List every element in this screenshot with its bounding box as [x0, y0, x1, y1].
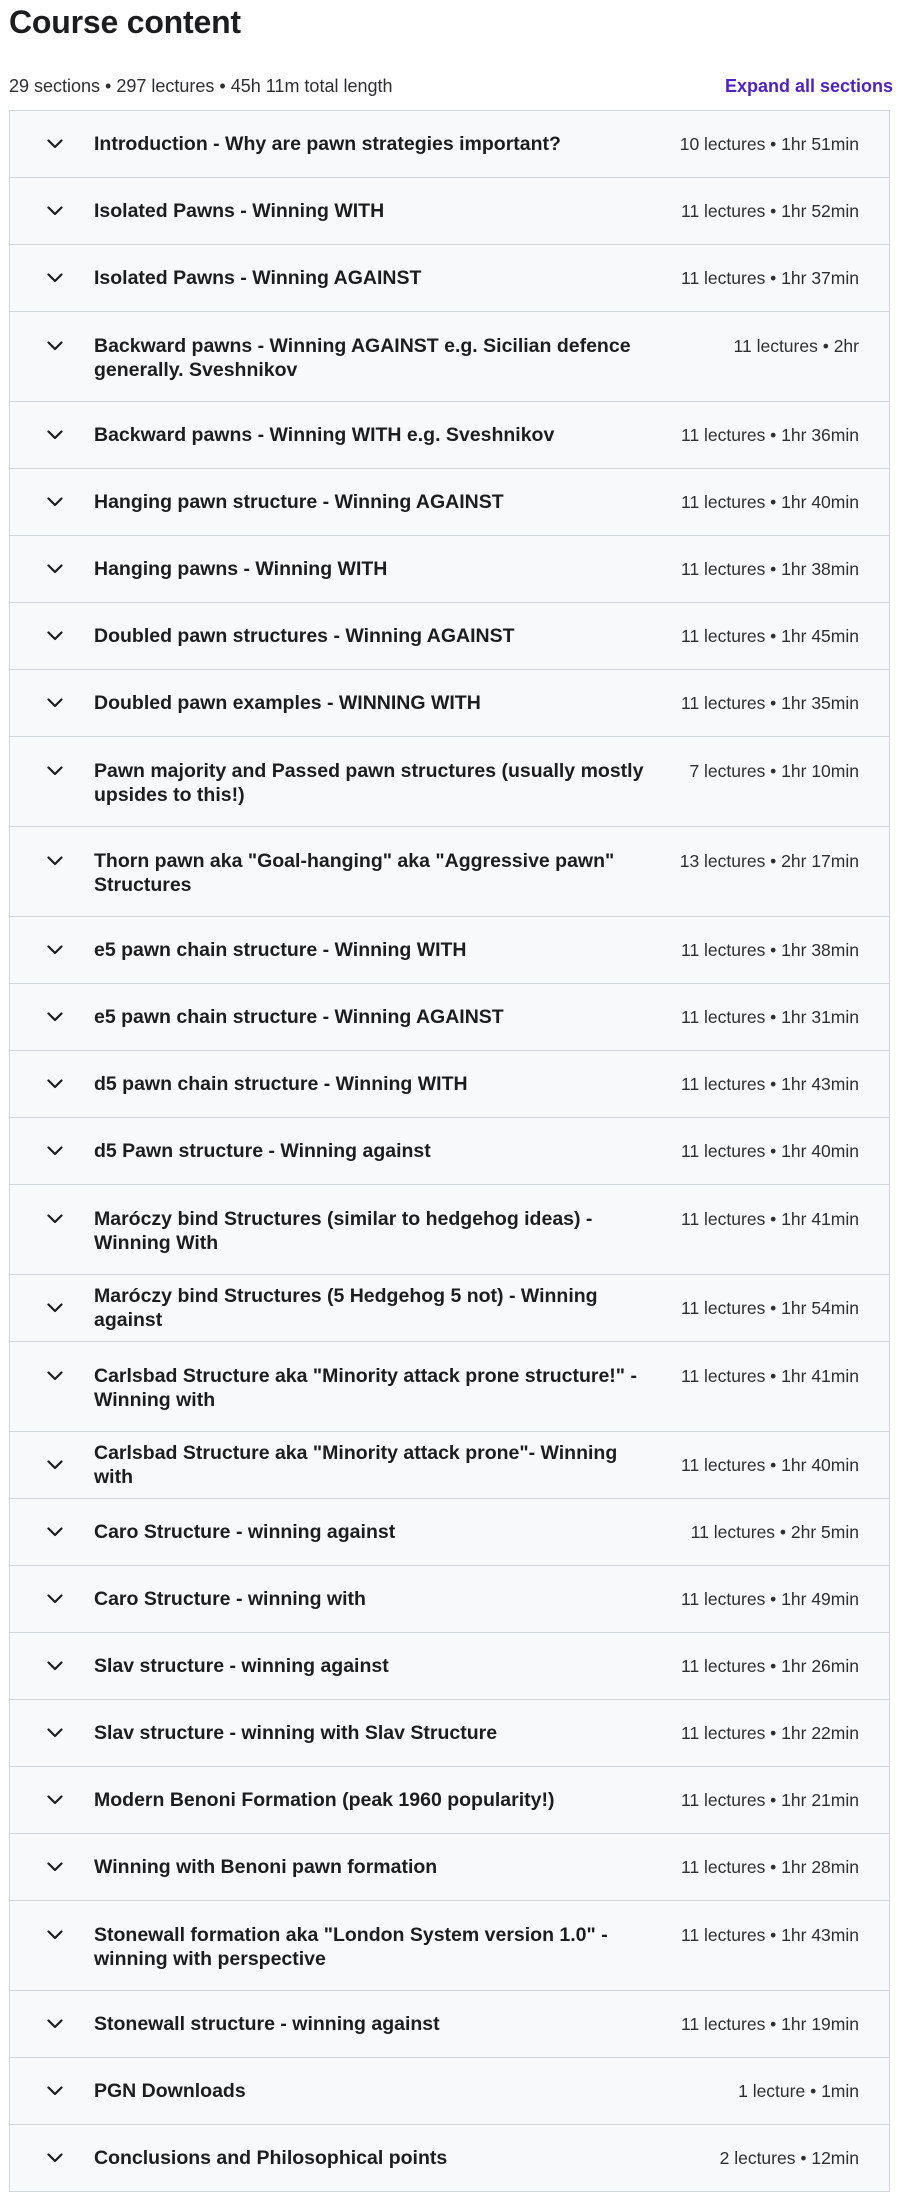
section-title: Modern Benoni Formation (peak 1960 popularity!) — [94, 1789, 555, 1811]
section-title: Backward pawns - Winning WITH e.g. Sveshnikov — [94, 424, 555, 446]
section-stats: 11 lectures • 1hr 38min — [681, 939, 859, 960]
chevron-down-icon — [44, 2147, 66, 2169]
section-stats: 11 lectures • 1hr 40min — [681, 491, 859, 512]
section-stats: 11 lectures • 2hr 5min — [690, 1521, 859, 1542]
section-stats: 1 lecture • 1min — [738, 2080, 859, 2101]
section-stats: 11 lectures • 2hr — [733, 336, 859, 356]
section-row[interactable] — [10, 178, 889, 245]
section-title: Winning with Benoni pawn formation — [94, 1856, 438, 1878]
chevron-down-icon — [44, 1006, 66, 1028]
section-row[interactable] — [10, 984, 889, 1051]
section-title: d5 Pawn structure - Winning against — [94, 1140, 431, 1162]
chevron-down-icon — [44, 267, 66, 289]
section-title: e5 pawn chain structure - Winning AGAINST — [94, 1006, 504, 1028]
section-row[interactable] — [10, 2058, 889, 2125]
chevron-down-icon — [44, 1140, 66, 1162]
chevron-down-icon — [44, 1365, 66, 1387]
section-title: Thorn pawn aka "Goal-hanging" aka "Aggressive pawn" Structures — [94, 850, 615, 896]
section-row[interactable] — [10, 1185, 889, 1275]
chevron-down-icon — [44, 625, 66, 647]
chevron-down-icon — [44, 850, 66, 872]
section-stats: 7 lectures • 1hr 10min — [689, 761, 859, 781]
section-title: Pawn majority and Passed pawn structures (usually mostly upsides to this!) — [94, 760, 644, 806]
chevron-down-icon — [44, 1454, 66, 1476]
section-row[interactable] — [10, 1432, 889, 1499]
section-row[interactable] — [10, 1118, 889, 1185]
chevron-down-icon — [44, 1722, 66, 1744]
chevron-down-icon — [44, 939, 66, 961]
section-stats: 11 lectures • 1hr 35min — [681, 692, 859, 713]
section-row[interactable] — [10, 536, 889, 603]
expand-all-button[interactable]: Expand all sections — [724, 75, 893, 96]
section-row[interactable] — [10, 603, 889, 670]
section-stats: 10 lectures • 1hr 51min — [679, 133, 859, 154]
section-title: Slav structure - winning with Slav Structure — [94, 1722, 498, 1744]
section-row[interactable] — [10, 1767, 889, 1834]
chevron-down-icon — [44, 1924, 66, 1946]
chevron-down-icon — [44, 1789, 66, 1811]
section-stats: 13 lectures • 2hr 17min — [679, 851, 859, 871]
section-row[interactable] — [10, 312, 889, 402]
chevron-down-icon — [44, 1208, 66, 1230]
section-title: PGN Downloads — [94, 2080, 246, 2102]
chevron-down-icon — [44, 1655, 66, 1677]
section-row[interactable] — [10, 1991, 889, 2058]
section-title: Carlsbad Structure aka "Minority attack prone structure!" - Winning with — [94, 1365, 637, 1411]
page-title: Course content — [9, 4, 241, 40]
section-stats: 11 lectures • 1hr 43min — [681, 1925, 859, 1945]
section-title: Doubled pawn examples - WINNING WITH — [94, 692, 481, 714]
section-stats: 11 lectures • 1hr 40min — [681, 1454, 859, 1475]
section-row[interactable] — [10, 2125, 889, 2192]
section-title: Conclusions and Philosophical points — [94, 2147, 448, 2169]
section-title: Caro Structure - winning with — [94, 1588, 366, 1610]
section-stats: 11 lectures • 1hr 28min — [681, 1856, 859, 1877]
chevron-down-icon — [44, 558, 66, 580]
chevron-down-icon — [44, 200, 66, 222]
section-stats: 2 lectures • 12min — [719, 2147, 859, 2168]
chevron-down-icon — [44, 2013, 66, 2035]
section-row[interactable] — [10, 245, 889, 312]
course-summary-row — [9, 62, 893, 110]
section-row[interactable] — [10, 1499, 889, 1566]
chevron-down-icon — [44, 335, 66, 357]
section-stats: 11 lectures • 1hr 26min — [681, 1655, 859, 1676]
section-title: Maróczy bind Structures (similar to hedgehog ideas) - Winning With — [94, 1208, 593, 1254]
section-stats: 11 lectures • 1hr 43min — [681, 1073, 859, 1094]
section-title: Carlsbad Structure aka "Minority attack prone"- Winning with — [94, 1442, 618, 1488]
section-stats: 11 lectures • 1hr 41min — [681, 1366, 859, 1386]
section-title: Slav structure - winning against — [94, 1655, 389, 1677]
section-row[interactable] — [10, 737, 889, 827]
section-stats: 11 lectures • 1hr 19min — [681, 2013, 859, 2034]
section-stats: 11 lectures • 1hr 52min — [681, 200, 859, 221]
chevron-down-icon — [44, 2080, 66, 2102]
section-title: Stonewall structure - winning against — [94, 2013, 440, 2035]
section-row[interactable] — [10, 111, 889, 178]
section-stats: 11 lectures • 1hr 49min — [681, 1588, 859, 1609]
section-stats: 11 lectures • 1hr 37min — [681, 267, 859, 288]
section-list — [9, 110, 890, 2192]
section-stats: 11 lectures • 1hr 36min — [681, 424, 859, 445]
section-title: e5 pawn chain structure - Winning WITH — [94, 939, 467, 961]
chevron-down-icon — [44, 1856, 66, 1878]
section-row[interactable] — [10, 469, 889, 536]
section-row[interactable] — [10, 827, 889, 917]
chevron-down-icon — [44, 1297, 66, 1319]
section-title: Doubled pawn structures - Winning AGAINST — [94, 625, 515, 647]
chevron-down-icon — [44, 692, 66, 714]
section-stats: 11 lectures • 1hr 54min — [681, 1297, 859, 1318]
section-row[interactable] — [10, 1342, 889, 1432]
section-title: Caro Structure - winning against — [94, 1521, 396, 1543]
section-row[interactable] — [10, 402, 889, 469]
section-title: Isolated Pawns - Winning WITH — [94, 200, 385, 222]
section-row[interactable] — [10, 917, 889, 984]
section-title: d5 pawn chain structure - Winning WITH — [94, 1073, 468, 1095]
chevron-down-icon — [44, 491, 66, 513]
section-stats: 11 lectures • 1hr 38min — [681, 558, 859, 579]
section-stats: 11 lectures • 1hr 40min — [681, 1140, 859, 1161]
section-title: Maróczy bind Structures (5 Hedgehog 5 not) - Winning against — [94, 1285, 598, 1331]
section-title: Introduction - Why are pawn strategies important? — [94, 133, 561, 155]
section-stats: 11 lectures • 1hr 41min — [681, 1209, 859, 1229]
section-title: Isolated Pawns - Winning AGAINST — [94, 267, 422, 289]
section-row[interactable] — [10, 1566, 889, 1633]
course-summary: 29 sections • 297 lectures • 45h 11m total length — [9, 75, 393, 96]
section-row[interactable] — [10, 1700, 889, 1767]
section-title: Hanging pawns - Winning WITH — [94, 558, 388, 580]
chevron-down-icon — [44, 1073, 66, 1095]
section-row[interactable] — [10, 1901, 889, 1991]
section-stats: 11 lectures • 1hr 31min — [681, 1006, 859, 1027]
section-title: Backward pawns - Winning AGAINST e.g. Sicilian defence generally. Sveshnikov — [94, 335, 631, 381]
section-row[interactable] — [10, 1834, 889, 1901]
section-stats: 11 lectures • 1hr 21min — [681, 1789, 859, 1810]
section-stats: 11 lectures • 1hr 45min — [681, 625, 859, 646]
chevron-down-icon — [44, 133, 66, 155]
section-row[interactable] — [10, 1051, 889, 1118]
section-stats: 11 lectures • 1hr 22min — [681, 1722, 859, 1743]
chevron-down-icon — [44, 424, 66, 446]
section-row[interactable] — [10, 1633, 889, 1700]
section-title: Stonewall formation aka "London System version 1.0" - winning with perspective — [94, 1924, 608, 1970]
section-title: Hanging pawn structure - Winning AGAINST — [94, 491, 504, 513]
chevron-down-icon — [44, 760, 66, 782]
chevron-down-icon — [44, 1521, 66, 1543]
section-row[interactable] — [10, 670, 889, 737]
section-row[interactable] — [10, 1275, 889, 1342]
chevron-down-icon — [44, 1588, 66, 1610]
